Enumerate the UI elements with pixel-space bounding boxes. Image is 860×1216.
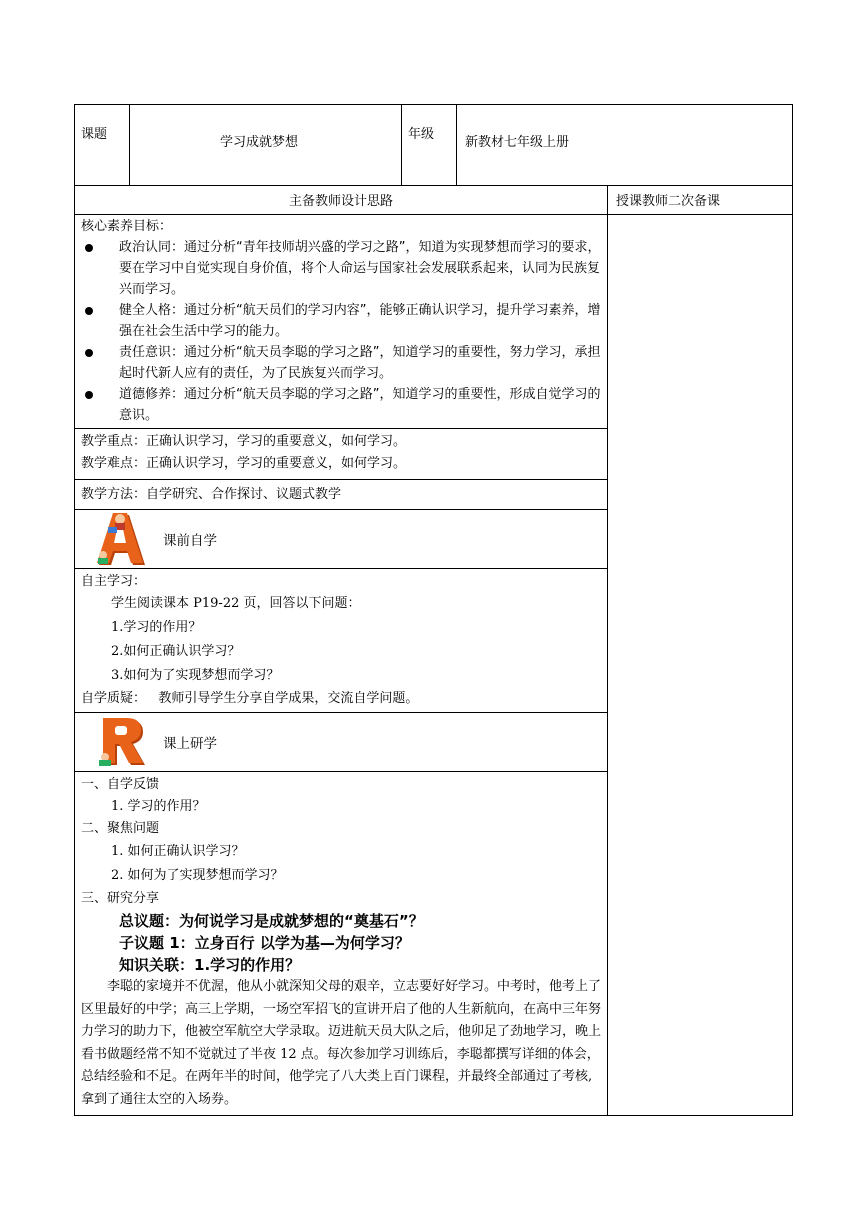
self-study-instruction: 学生阅读课本 P19-22 页，回答以下问题： xyxy=(111,596,361,611)
quality-label: 自学质疑： xyxy=(81,691,147,706)
design-title-row xyxy=(75,186,793,215)
grade-label: 年级 xyxy=(402,105,457,186)
pre-study-header xyxy=(75,510,608,569)
keypoints-cell xyxy=(75,429,608,480)
story-paragraph: 李聪的家境并不优渥，他从小就深知父母的艰辛，立志要好好学习。中考时，他考上了区里最好的中学；高三上学期，一场空军招飞的宣讲开启了他的人生新航向，在高中三年努力学习的助力下，他被空军航空大学录取。迈进航天员大队之后，他卯足了劲地学习，晚上看书做题经常不知不觉就过了半夜 12 点。每次参加学习训练后，李聪都撰写详细的体会，总结经验和不足。在两年半的时间，他学完了八大类上百门课程，并最终全部通过了考核,拿到了通往太空的入场券。 xyxy=(81,979,602,1107)
key-important: 教学重点：正确认识学习，学习的重要意义，如何学习。 xyxy=(81,434,407,449)
goal-item: 责任意识：通过分析“航天员李聪的学习之路”，知道学习的重要性，努力学习，承担起时代新人应有的责任，为了民族复兴而学习。 xyxy=(81,342,601,384)
focus-item: 1. 如何正确认识学习？ xyxy=(111,844,245,859)
section-focus: 二、聚焦问题 xyxy=(81,821,160,836)
topic-value: 学习成就梦想 xyxy=(130,105,402,186)
bullet-icon xyxy=(85,244,93,252)
pre-study-body xyxy=(75,569,608,713)
bullet-icon xyxy=(85,391,93,399)
second-prep-column xyxy=(608,215,793,1116)
goal-item: 健全人格：通过分析“航天员们的学习内容”，能够正确认识学习，提升学习素养，增强在社会生活中学习的能力。 xyxy=(81,300,601,342)
pre-question: 2.如何正确认识学习？ xyxy=(111,644,241,659)
in-class-header xyxy=(75,713,608,772)
key-difficult: 教学难点：正确认识学习，学习的重要意义，如何学习。 xyxy=(81,456,407,471)
side-design-title: 授课教师二次备课 xyxy=(608,186,793,215)
topic-label: 课题 xyxy=(75,105,130,186)
quality-text: 教师引导学生分享自学成果，交流自学问题。 xyxy=(158,691,419,706)
sub-topic: 子议题 1：立身百行 以学为基—为何学习？ xyxy=(119,934,410,952)
letter-r-icon xyxy=(93,717,155,767)
methods-value: 自学研究、合作探讨、议题式教学 xyxy=(146,487,342,502)
knowledge-link: 知识关联：1.学习的作用？ xyxy=(119,956,301,974)
grade-value: 新教材七年级上册 xyxy=(457,105,793,186)
bullet-icon xyxy=(85,349,93,357)
goals-cell xyxy=(75,215,608,429)
section-self-feedback: 一、自学反馈 xyxy=(81,777,160,792)
main-design-title: 主备教师设计思路 xyxy=(75,186,608,215)
header-row xyxy=(75,105,793,186)
feedback-item: 1. 学习的作用？ xyxy=(111,799,206,814)
goal-item: 政治认同：通过分析“青年技师胡兴盛的学习之路”，知道为实现梦想而学习的要求，要在学习中自觉实现自身价值，将个人命运与国家社会发展联系起来，认同为民族复兴而学习。 xyxy=(81,237,601,300)
in-class-body xyxy=(75,772,608,1116)
lesson-plan-table xyxy=(74,104,793,1116)
methods-cell xyxy=(75,480,608,510)
pre-question: 3.如何为了实现梦想而学习？ xyxy=(111,668,280,683)
goal-item: 道德修养：通过分析“航天员李聪的学习之路”，知道学习的重要性，形成自觉学习的意识。 xyxy=(81,384,601,426)
pre-question: 1.学习的作用？ xyxy=(111,620,202,635)
self-quality-line xyxy=(81,688,601,710)
self-study-label: 自主学习： xyxy=(81,574,147,589)
goals-row xyxy=(75,215,793,429)
focus-item: 2. 如何为了实现梦想而学习？ xyxy=(111,868,284,883)
bullet-icon xyxy=(85,307,93,315)
goals-title: 核心素养目标： xyxy=(81,219,173,234)
methods-label: 教学方法： xyxy=(81,487,147,502)
in-class-title: 课上研学 xyxy=(163,736,217,752)
letter-a-icon xyxy=(93,511,155,567)
lesson-plan-page xyxy=(74,104,792,1116)
pre-study-title: 课前自学 xyxy=(163,533,217,549)
section-research: 三、研究分享 xyxy=(81,891,160,906)
main-topic: 总议题：为何说学习是成就梦想的“奠基石”？ xyxy=(119,912,424,930)
